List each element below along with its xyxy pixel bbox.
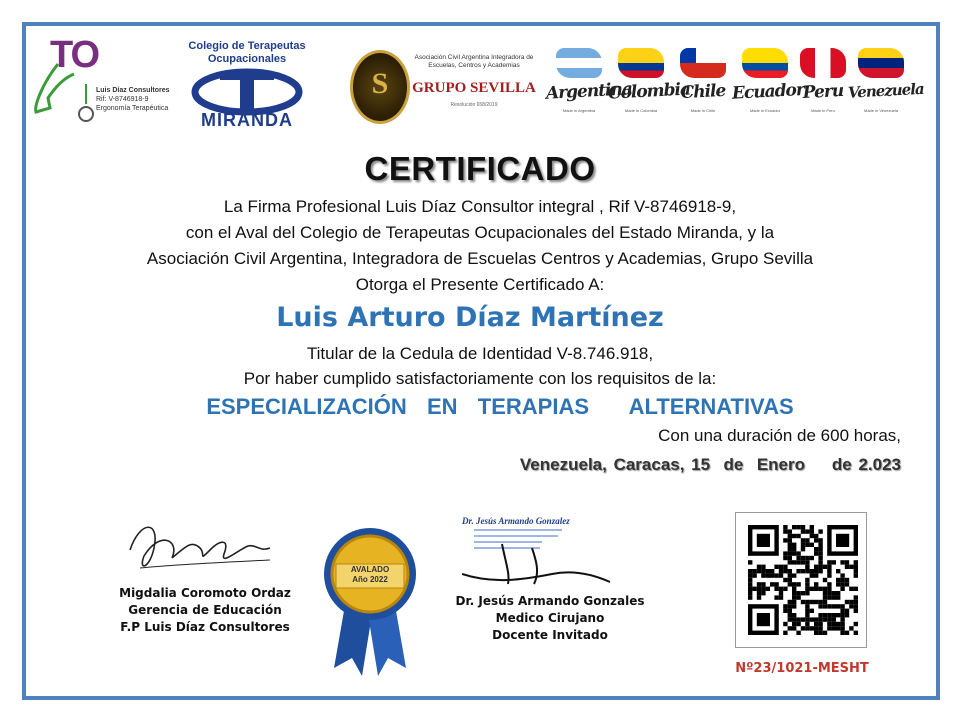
colegio-logo: [186, 40, 308, 132]
peru-flag-icon: [800, 48, 846, 78]
certificate-number: Nº23/1021-MESHT: [735, 661, 869, 676]
sevilla-logo: [346, 44, 536, 126]
duration-line: Con una duración de 600 horas,: [658, 426, 901, 445]
issuer-line: La Firma Profesional Luis Díaz Consultor integral , Rif V-8746918-9,: [223, 197, 737, 216]
handwritten-signature-icon: [120, 510, 280, 590]
colombia-flag-icon: [618, 48, 664, 78]
left-signatory-role: Gerencia de Educación: [128, 603, 282, 617]
country-name: Peru: [802, 80, 844, 104]
course-name-text: ESPECIALIZACIÓN EN TERAPIAS ALTERNATIVAS: [206, 394, 794, 419]
country-chile: [674, 44, 732, 128]
chile-flag-icon: [680, 48, 726, 78]
grant-line: Otorga el Presente Certificado A:: [355, 275, 605, 294]
country-ecuador: [731, 44, 805, 128]
sevilla-seal-letter: S: [371, 67, 389, 100]
country-made: Made in Chile: [690, 108, 716, 113]
to-tagline: Ergonomía Terapéutica: [96, 105, 169, 112]
medal-line1: AVALADO: [350, 565, 390, 574]
venezuela-flag-icon: [858, 48, 904, 78]
award-ribbon-icon: [322, 518, 418, 684]
right-signatory-org: Docente Invitado: [492, 628, 608, 642]
medal-line2: Año 2022: [352, 575, 388, 584]
endorsement-medal: [322, 518, 418, 684]
sevilla-seal-icon: [350, 50, 410, 124]
sevilla-association: Asociación Civil Argentina Integradora de Escuelas, Centros y Academias: [414, 54, 534, 69]
qr-code-icon: [736, 513, 866, 647]
qr-code: [735, 512, 867, 648]
place-date: Venezuela, Caracas, 15 de Enero de 2.023: [519, 455, 901, 474]
countries-logo: [545, 44, 925, 128]
country-name: Ecuador: [731, 79, 805, 104]
left-signature: [120, 510, 280, 590]
to-rif: Rif: V-8746918-9: [96, 96, 149, 103]
left-signatory-org: F.P Luis Díaz Consultores: [120, 620, 290, 634]
sevilla-resolution: Resolución 658/2019: [450, 102, 498, 108]
colegio-title: Colegio de Terapeutas Ocupacionales: [188, 40, 306, 65]
certificate-title: CERTIFICADO: [364, 150, 596, 187]
country-made: Made in Ecuador: [749, 108, 781, 113]
id-line: Titular de la Cedula de Identidad V-8.746.918,: [306, 344, 654, 363]
country-name: Colombia: [607, 79, 691, 104]
right-signatory-name: Dr. Jesús Armando Gonzales: [455, 594, 645, 608]
country-argentina: [545, 44, 633, 128]
requirements-line: Por haber cumplido satisfactoriamente con los requisitos de la:: [243, 369, 717, 388]
medal-text: [336, 565, 404, 585]
right-signatory: [440, 593, 660, 644]
sevilla-name: GRUPO SEVILLA: [412, 80, 536, 96]
country-colombia: [607, 44, 691, 128]
argentina-flag-icon: [556, 48, 602, 78]
right-signatory-role: Medico Cirujano: [495, 611, 605, 625]
left-signatory: [100, 585, 310, 636]
colegio-name: MIRANDA: [201, 110, 293, 130]
country-made: Made in Argentina: [562, 108, 596, 113]
to-logo: [28, 34, 188, 124]
handwritten-signature-icon: [462, 524, 612, 594]
country-name: Chile: [680, 80, 726, 104]
country-venezuela: [847, 44, 925, 128]
country-made: Made in Colombia: [624, 108, 658, 113]
association-line: Asociación Civil Argentina, Integradora de Escuelas Centros y Academias, Grupo Sevilla: [146, 249, 814, 268]
ecuador-flag-icon: [742, 48, 788, 78]
left-signatory-name: Migdalia Coromoto Ordaz: [119, 586, 291, 600]
to-mark: TO: [50, 34, 99, 76]
country-made: Made in Peru: [811, 108, 835, 113]
course-name: [0, 394, 960, 420]
country-made: Made in Venezuela: [863, 108, 899, 113]
to-company: Luis Díaz Consultores: [96, 87, 170, 94]
country-name: Argentina: [545, 79, 633, 104]
country-name: Venezuela: [847, 79, 925, 102]
stamp-name: Dr. Jesús Armando Gonzalez: [462, 516, 570, 526]
country-peru: [794, 44, 852, 128]
recipient-name: Luis Arturo Díaz Martínez: [276, 302, 664, 333]
endorsement-line: con el Aval del Colegio de Terapeutas Ocupacionales del Estado Miranda, y la: [185, 223, 775, 242]
right-signature-stamp: [462, 516, 592, 592]
